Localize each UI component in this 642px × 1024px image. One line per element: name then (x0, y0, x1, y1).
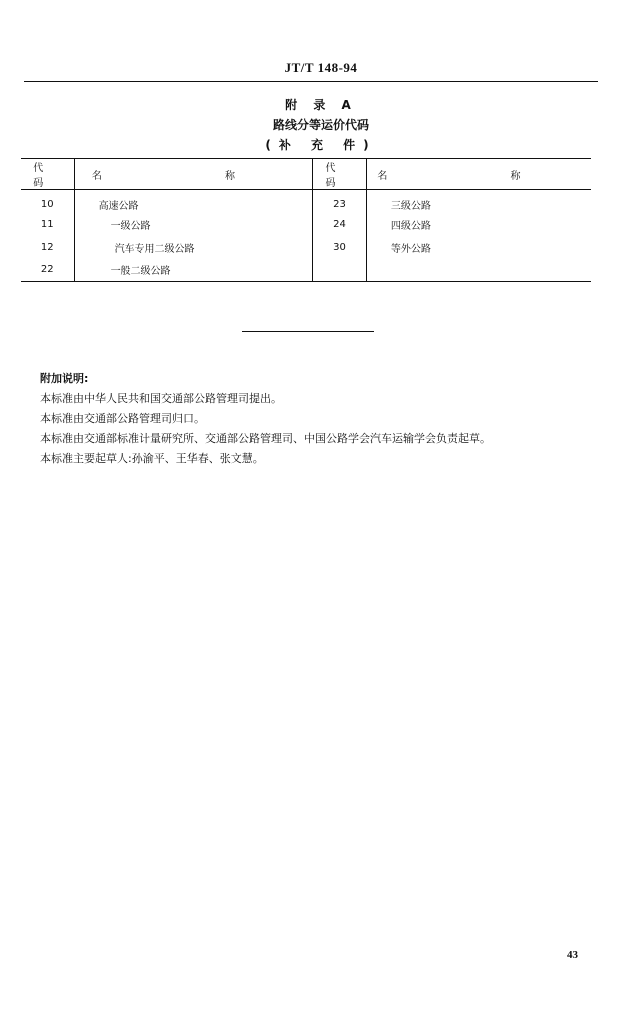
section-divider (242, 331, 374, 332)
table-row (21, 259, 591, 282)
name-cell: 高速公路 (74, 190, 313, 213)
header-name-right: 名 称 (366, 159, 591, 190)
name-cell: 一般二级公路 (74, 259, 313, 282)
name-cell: 四级公路 (390, 220, 431, 232)
code-cell: 10 (21, 190, 74, 213)
route-code-table (21, 158, 591, 282)
name-cell: 汽车专用二级公路 (74, 236, 313, 259)
header-code-left: 代 码 (21, 159, 74, 190)
code-cell: 11 (21, 213, 74, 236)
note-line: 本标准由交通部标准计量研究所、交通部公路管理司、中国公路学会汽车运输学会负责起草。 (40, 432, 491, 445)
note-line: 本标准由中华人民共和国交通部公路管理司提出。 (40, 392, 282, 405)
header-rule (24, 81, 598, 82)
name-cell: 等外公路 (390, 243, 431, 255)
code-cell (313, 259, 367, 282)
appendix-title: 路线分等运价代码 (272, 118, 369, 132)
note-line: 本标准由交通部公路管理司归口。 (40, 412, 205, 425)
name-cell (366, 259, 591, 282)
appendix-label: 附 录 A (285, 98, 357, 112)
code-cell: 24 (313, 213, 367, 236)
header-name-left: 名 称 (74, 159, 313, 190)
code-cell: 12 (21, 236, 74, 259)
table-row (21, 190, 591, 213)
notes-title: 附加说明: (40, 372, 89, 385)
name-cell: 三级公路 (390, 200, 431, 212)
table-header-row (21, 159, 591, 190)
code-cell: 30 (313, 236, 367, 259)
header-code-right: 代 码 (313, 159, 367, 190)
note-line: 本标准主要起草人:孙渝平、王华春、张文慧。 (40, 452, 264, 465)
code-cell: 23 (313, 190, 367, 213)
name-cell: 一级公路 (74, 213, 313, 236)
table-row (21, 213, 591, 236)
table-row (21, 236, 591, 259)
additional-notes (40, 369, 600, 469)
appendix-subtitle: (补 充 件) (265, 138, 377, 152)
standard-code-header: JT/T 148-94 (284, 60, 358, 75)
page-number: 43 (567, 949, 578, 961)
code-cell: 22 (21, 259, 74, 282)
